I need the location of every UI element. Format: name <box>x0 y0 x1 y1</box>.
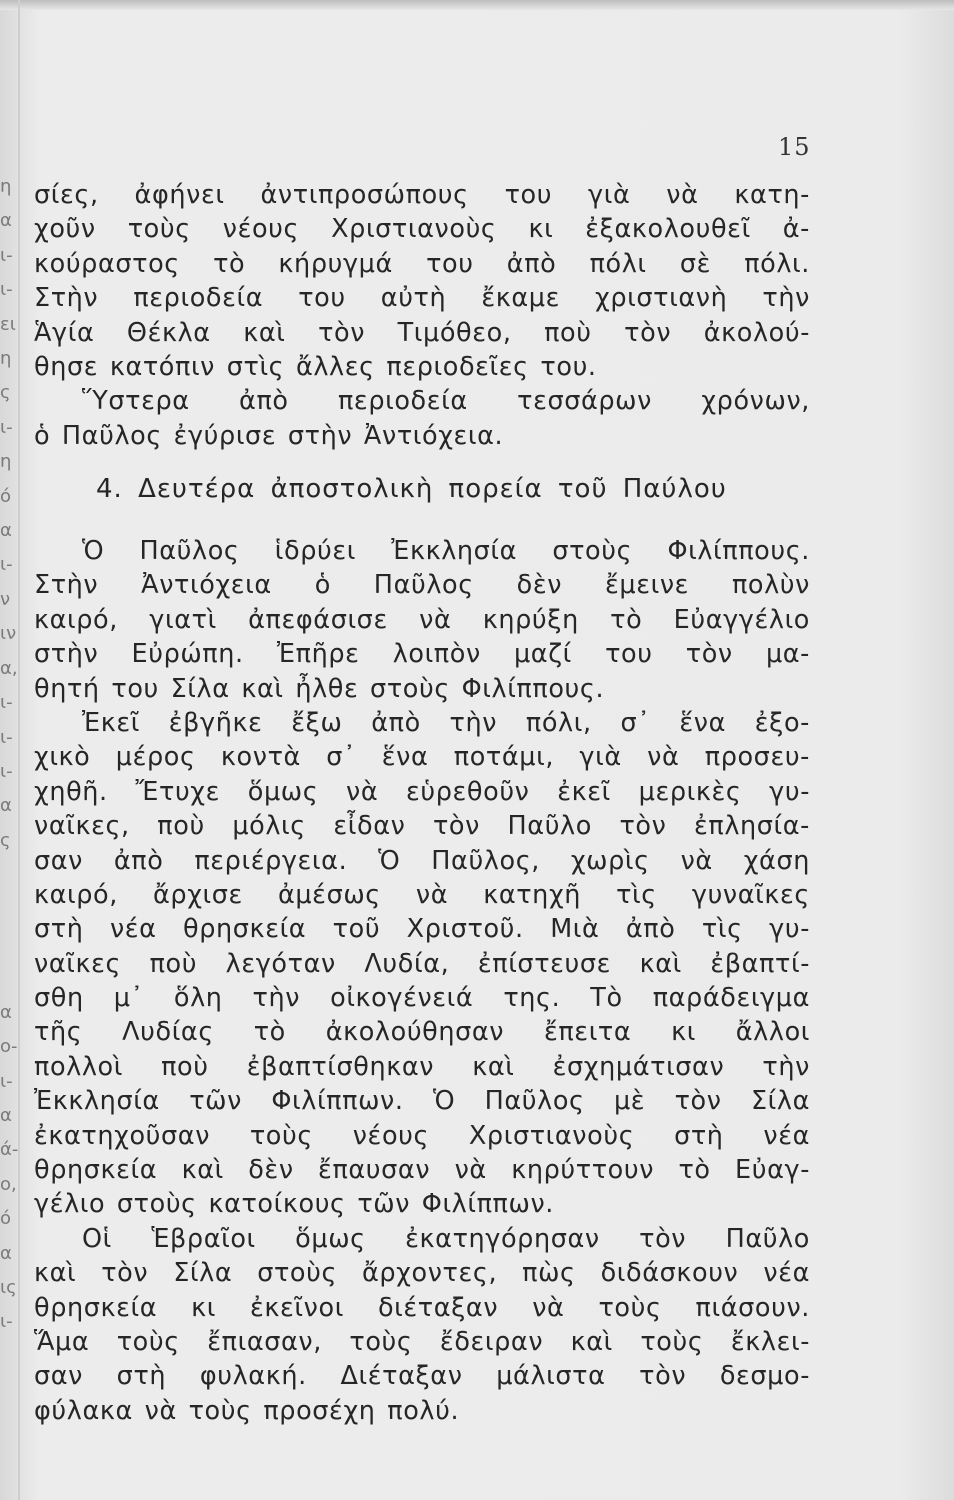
bleed-4: ει <box>0 313 16 335</box>
section-body <box>34 534 810 1428</box>
text-line: σθη μ᾿ ὅλη τὴν οἰκογένειά της. Τὸ παράδειγμα <box>34 983 810 1014</box>
bleed-13: ιν <box>0 623 17 645</box>
text-line: τῆς Λυδίας τὸ ἀκολούθησαν ἔπειτα κι ἄλλοι <box>34 1017 810 1048</box>
bleed-14: α, <box>0 657 18 679</box>
bleed-11: ι- <box>0 554 13 576</box>
text-line: στὴν Εὐρώπη. Ἐπῆρε λοιπὸν μαζί του τὸν μα- <box>34 639 810 670</box>
text-line: στὴ νέα θρησκεία τοῦ Χριστοῦ. Μιὰ ἀπὸ τὶς γυ- <box>34 914 810 945</box>
text-line: γέλιο στοὺς κατοίκους τῶν Φιλίππων. <box>34 1189 555 1220</box>
text-line: Ἅμα τοὺς ἔπιασαν, τοὺς ἔδειραν καὶ τοὺς ἔκλει- <box>34 1326 810 1357</box>
text-line: σαν στὴ φυλακή. Διέταξαν μάλιστα τὸν δεσμο- <box>34 1361 810 1392</box>
bleed-29: ο, <box>0 1173 17 1195</box>
paragraph-continuation <box>34 178 810 453</box>
bleed-16: ι- <box>0 726 13 748</box>
text-line: Στὴν Ἀντιόχεια ὁ Παῦλος δὲν ἔμεινε πολὺν <box>34 570 810 601</box>
bleed-28: ά- <box>0 1139 19 1161</box>
text-line: φύλακα νὰ τοὺς προσέχη πολύ. <box>34 1395 460 1426</box>
text-line: σίες, ἀφήνει ἀντιπροσώπους του γιὰ νὰ κατη- <box>34 180 810 210</box>
text-line: χηθῆ. Ἔτυχε ὅμως νὰ εὑρεθοῦν ἐκεῖ μερικὲς γυ- <box>34 776 810 807</box>
subheading-line: Ὁ Παῦλος ἱδρύει Ἐκκλησία στοὺς Φιλίππους. <box>82 536 810 566</box>
text-line: Ἐκκλησία τῶν Φιλίππων. Ὁ Παῦλος μὲ τὸν Σίλα <box>34 1086 810 1117</box>
bleed-18: α <box>0 795 12 817</box>
bleed-17: ι- <box>0 760 13 782</box>
text-line: θρησκεία κι ἐκεῖνοι διέταξαν νὰ τοὺς πιάσουν. <box>34 1292 810 1323</box>
text-line: Στὴν περιοδεία του αὐτὴ ἔκαμε χριστιανὴ τὴν <box>34 283 810 314</box>
text-line: Ἐκεῖ ἐβγῆκε ἔξω ἀπὸ τὴν πόλι, σ᾿ ἕνα ἐξο- <box>82 707 810 738</box>
section-heading: 4. Δευτέρα ἀποστολικὴ πορεία τοῦ Παύλου <box>96 474 727 504</box>
bleed-5: η <box>0 348 12 370</box>
text-line: καιρό, γιατὶ ἀπεφάσισε νὰ κηρύξη τὸ Εὐαγγέλιο <box>34 604 810 635</box>
adjacent-page-bleed <box>0 170 19 1410</box>
text-line: καιρό, ἄρχισε ἀμέσως νὰ κατηχῆ τὶς γυναῖκες <box>34 879 810 910</box>
page-top-edge <box>0 0 954 10</box>
bleed-6: ς <box>0 382 11 404</box>
bleed-33: ι- <box>0 1311 13 1333</box>
text-line: χοῦν τοὺς νέους Χριστιανοὺς κι ἐξακολουθεῖ ἀ- <box>34 214 810 245</box>
bleed-30: ό <box>0 1208 12 1230</box>
text-line: ἐκατηχοῦσαν τοὺς νέους Χριστιανοὺς στὴ νέα <box>34 1120 810 1151</box>
bleed-19: ς <box>0 829 11 851</box>
text-line: Ὕστερα ἀπὸ περιοδεία τεσσάρων χρόνων, <box>82 386 810 417</box>
text-line: Ἁγία Θέκλα καὶ τὸν Τιμόθεο, ποὺ τὸν ἀκολού- <box>34 317 810 348</box>
bleed-32: ις <box>0 1277 17 1298</box>
bleed-10: α <box>0 520 12 542</box>
text-line: καὶ τὸν Σίλα στοὺς ἄρχοντες, πὼς διδάσκουν νέα <box>34 1258 810 1289</box>
bleed-3: ι- <box>0 279 13 301</box>
bleed-12: ν <box>0 588 11 610</box>
text-line: θησε κατόπιν στὶς ἄλλες περιοδεῖες του. <box>34 351 597 382</box>
bleed-1: α <box>0 210 12 232</box>
text-line: ναῖκες, ποὺ μόλις εἶδαν τὸν Παῦλο τὸν ἐπλησία- <box>34 811 810 842</box>
bleed-26: ι- <box>0 1070 13 1092</box>
text-line: σαν ἀπὸ περιέργεια. Ὁ Παῦλος, χωρὶς νὰ χάση <box>34 845 810 876</box>
text-line: κούραστος τὸ κήρυγμά του ἀπὸ πόλι σὲ πόλι. <box>34 248 810 279</box>
bleed-31: α <box>0 1242 12 1264</box>
text-line: ναῖκες ποὺ λεγόταν Λυδία, ἐπίστευσε καὶ ἐβαπτί- <box>34 948 810 979</box>
bleed-7: ι- <box>0 416 13 438</box>
bleed-25: ο- <box>0 1036 18 1058</box>
bleed-27: α <box>0 1104 12 1126</box>
text-line: ὁ Παῦλος ἐγύρισε στὴν Ἀντιόχεια. <box>34 420 504 451</box>
text-line: Οἱ Ἑβραῖοι ὅμως ἐκατηγόρησαν τὸν Παῦλο <box>82 1223 810 1254</box>
binding-fold <box>18 0 20 1500</box>
text-line: χικὸ μέρος κοντὰ σ᾿ ἕνα ποτάμι, γιὰ νὰ προσευ- <box>34 742 810 773</box>
text-line: θρησκεία καὶ δὲν ἔπαυσαν νὰ κηρύττουν τὸ Εὐαγ- <box>34 1155 810 1186</box>
bleed-9: ό <box>0 485 12 507</box>
text-line: θητή του Σίλα καὶ ἦλθε στοὺς Φιλίππους. <box>34 673 605 704</box>
bleed-15: ι- <box>0 692 13 714</box>
bleed-2: ι- <box>0 244 13 266</box>
bleed-24: α <box>0 1001 12 1023</box>
text-line: πολλοὶ ποὺ ἐβαπτίσθηκαν καὶ ἐσχημάτισαν τὴν <box>34 1051 810 1082</box>
bleed-8: η <box>0 451 12 473</box>
page-number: 15 <box>778 133 811 161</box>
bleed-0: η <box>0 176 12 197</box>
